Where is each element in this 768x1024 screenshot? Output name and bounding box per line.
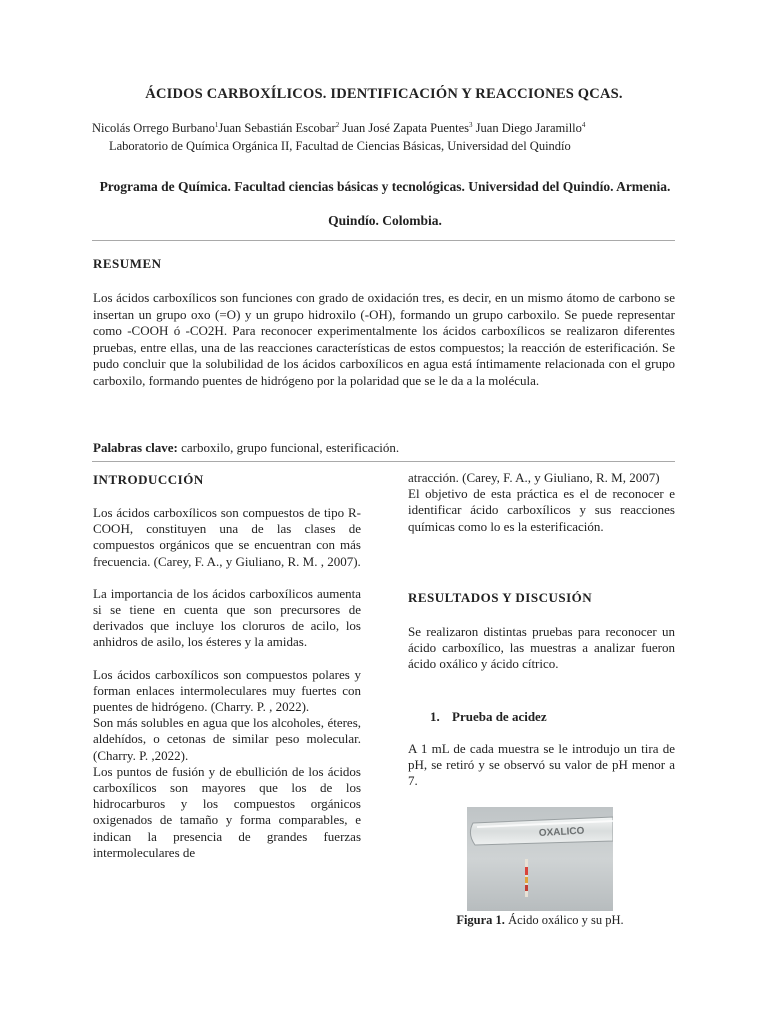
keywords [93, 440, 675, 456]
author-1: Nicolás Orrego Burbano [92, 121, 215, 135]
keywords-label: Palabras clave: [93, 440, 178, 455]
results-acidity [408, 741, 675, 790]
test-tube-photo [467, 807, 613, 911]
results-paragraph-2: A 1 mL de cada muestra se le introdujo un tira de pH, se retiró y se observó su valor de pH menor a 7. [408, 741, 675, 789]
results-paragraph-1: Se realizaron distintas pruebas para reconocer un ácido carboxílico, las muestras a analizar fueron ácido oxálico y ácido cítrico. [408, 624, 675, 672]
author-3-affiliation: 3 [469, 121, 473, 129]
intro-paragraph-5: Los puntos de fusión y de ebullición de los ácidos carboxílicos son mayores que los de los hidrocarburos y los compuestos orgánicos oxigenados de tamaño y forma comparables, e indican la presencia de grandes fuerzas intermoleculares de [93, 763, 361, 860]
intro-paragraph-3: Los ácidos carboxílicos son compuestos polares y forman enlaces intermoleculares muy fuertes con puentes de hidrógeno. (Charry. P. , 2022). [93, 666, 361, 715]
intro-paragraph-1: Los ácidos carboxílicos son compuestos de tipo R-COOH, constituyen una de las clases de compuestos orgánicos que se encuentran con más frecuencia. (Carey, F. A., y Giuliano, R. M. , 2007). [93, 505, 361, 569]
top-divider [92, 240, 675, 241]
figure-label: Figura 1. [456, 913, 505, 927]
results-intro [408, 624, 675, 673]
abstract-heading: RESUMEN [93, 256, 162, 271]
subsection-acidity [430, 709, 547, 725]
figure-caption-text: Ácido oxálico y su pH. [504, 913, 624, 927]
figure-1-caption [380, 913, 700, 928]
abstract-text: Los ácidos carboxílicos son funciones con grado de oxidación tres, es decir, en un mismo átomo de carbono se insertan un grupo oxo (=O) y un grupo hidroxilo (-OH), formando un grupo carboxilo. Se puede representar como -COOH ó -CO2H. Para reconocer experimentalmente los ácidos carboxílicos se realizaron diferentes pruebas, entre ellas, una de las reacciones características de estos compuestos; la reacción de esterificación. Se pudo concluir que la solubilidad de los ácidos carboxílicos en agua está íntimamente relacionada con el grupo carboxilo, formando puentes de hidrógeno por la polaridad que se le da a la molécula. [93, 290, 675, 388]
tube-label: OXALICO [538, 825, 585, 839]
paper-title: ÁCIDOS CARBOXÍLICOS. IDENTIFICACIÓN Y REACCIONES QCAS. [145, 86, 623, 102]
figure-1-photo [467, 807, 613, 911]
intro-paragraph-7: El objetivo de esta práctica es el de reconocer e identificar ácido carboxílicos y sus reacciones químicas como lo es la esterificación. [408, 486, 675, 534]
introduction-continued [408, 470, 675, 535]
results-heading: RESULTADOS Y DISCUSIÓN [408, 590, 593, 605]
author-4-affiliation: 4 [581, 121, 586, 129]
subsection-number: 1. [430, 709, 440, 724]
program-line: Programa de Química. Facultad ciencias básicas y tecnológicas. Universidad del Quindío. Armenia. Quindío. Colombia. [99, 179, 671, 228]
author-3: Juan José Zapata Puentes [342, 121, 470, 135]
affiliation: Laboratorio de Química Orgánica II, Facultad de Ciencias Básicas, Universidad del Quindío [109, 139, 571, 153]
author-2-affiliation: 2 [335, 121, 340, 129]
author-2: Juan Sebastián Escobar [218, 121, 336, 135]
keywords-text: carboxilo, grupo funcional, esterificación. [177, 440, 400, 455]
introduction-heading: INTRODUCCIÓN [93, 472, 204, 487]
author-1-affiliation: 1 [214, 121, 219, 129]
subsection-title: Prueba de acidez [452, 709, 547, 724]
introduction-column [93, 505, 361, 861]
intro-paragraph-4: Son más solubles en agua que los alcoholes, éteres, aldehídos, o cetonas de similar peso molecular. (Charry. P. ,2022). [93, 715, 361, 763]
intro-paragraph-6: atracción. (Carey, F. A., y Giuliano, R. M, 2007) [408, 470, 660, 485]
intro-paragraph-2: La importancia de los ácidos carboxílicos aumenta si se tiene en cuenta que son precursores de derivados que incluye los cloruros de acilo, los anhidros de asilo, los ésteres y la amidas. [93, 585, 361, 650]
section-divider [92, 461, 675, 462]
author-4: Juan Diego Jaramillo [475, 121, 582, 135]
author-list [92, 121, 692, 136]
